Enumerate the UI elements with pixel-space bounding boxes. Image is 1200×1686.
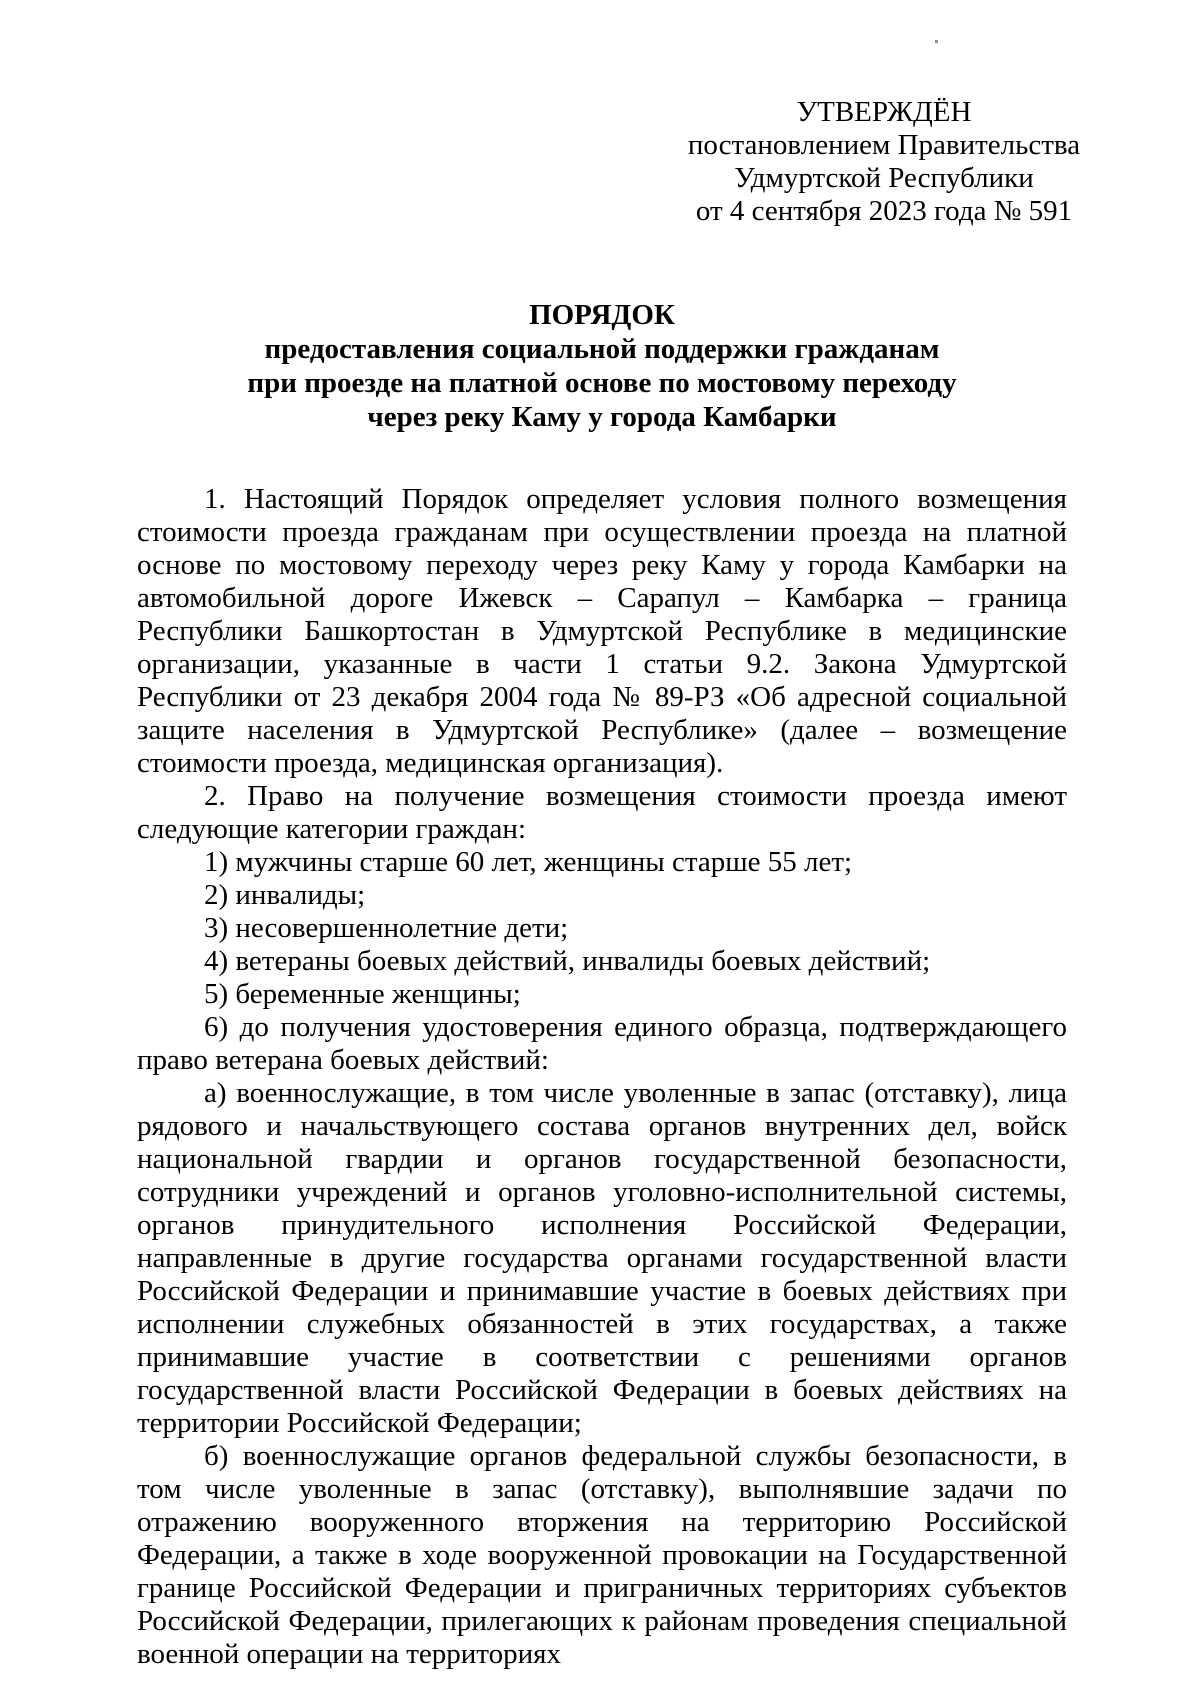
list-item-5: 5) беременные женщины; <box>204 978 521 1010</box>
scan-artifact-dot <box>935 40 938 43</box>
approval-block <box>684 96 1084 228</box>
list-item-1: 1) мужчины старше 60 лет, женщины старше 55 лет; <box>204 846 853 878</box>
title-line-4: через реку Каму у города Камбарки <box>367 401 837 433</box>
title-line-1: ПОРЯДОК <box>529 299 675 331</box>
subparagraph-b: б) военнослужащие органов федеральной службы безопасности, в том числе уволенные в запас (отставку), выполнявшие задачи по отражению вооруженного вторжения на территорию Российской Федерации, а также в ходе вооруженной провокации на Государственной границе Российской Федерации и приграничных территориях субъектов Российской Федерации, прилегающих к районам проведения специальной военной операции на территориях <box>137 1440 1067 1670</box>
paragraph-2: 2. Право на получение возмещения стоимости проезда имеют следующие категории граждан: <box>137 780 1067 845</box>
title-line-2: предоставления социальной поддержки гражданам <box>264 333 940 365</box>
list-item-2: 2) инвалиды; <box>204 879 366 911</box>
approval-line-1: УТВЕРЖДЁН <box>796 96 972 128</box>
approval-line-3: Удмуртской Республики <box>734 162 1034 194</box>
list-item-3: 3) несовершеннолетние дети; <box>204 912 569 944</box>
list-item-6: 6) до получения удостоверения единого образца, подтверждающего право ветерана боевых действий: <box>137 1011 1067 1076</box>
document-body <box>137 483 1067 1671</box>
title-line-3: при проезде на платной основе по мостовому переходу <box>247 367 957 399</box>
subparagraph-a: а) военнослужащие, в том числе уволенные в запас (отставку), лица рядового и начальствующего состава органов внутренних дел, войск национальной гвардии и органов государственной безопасности, сотрудники учреждений и органов уголовно-исполнительной системы, органов принудительного исполнения Российской Федерации, направленные в другие государства органами государственной власти Российской Федерации и принимавшие участие в боевых действиях при исполнении служебных обязанностей в этих государствах, а также принимавшие участие в соответствии с решениями органов государственной власти Российской Федерации в боевых действиях на территории Российской Федерации; <box>137 1077 1067 1439</box>
approval-line-4: от 4 сентября 2023 года № 591 <box>695 195 1073 227</box>
list-item-4: 4) ветераны боевых действий, инвалиды боевых действий; <box>204 945 931 977</box>
document-title <box>137 298 1067 434</box>
paragraph-1: 1. Настоящий Порядок определяет условия полного возмещения стоимости проезда гражданам при осуществлении проезда на платной основе по мостовому переходу через реку Каму у города Камбарки на автомобильной дороге Ижевск – Сарапул – Камбарка – граница Республики Башкортостан в Удмуртской Республике в медицинские организации, указанные в части 1 статьи 9.2. Закона Удмуртской Республики от 23 декабря 2004 года № 89-РЗ «Об адресной социальной защите населения в Удмуртской Республике» (далее – возмещение стоимости проезда, медицинская организация). <box>137 483 1067 779</box>
approval-line-2: постановлением Правительства <box>687 129 1081 161</box>
